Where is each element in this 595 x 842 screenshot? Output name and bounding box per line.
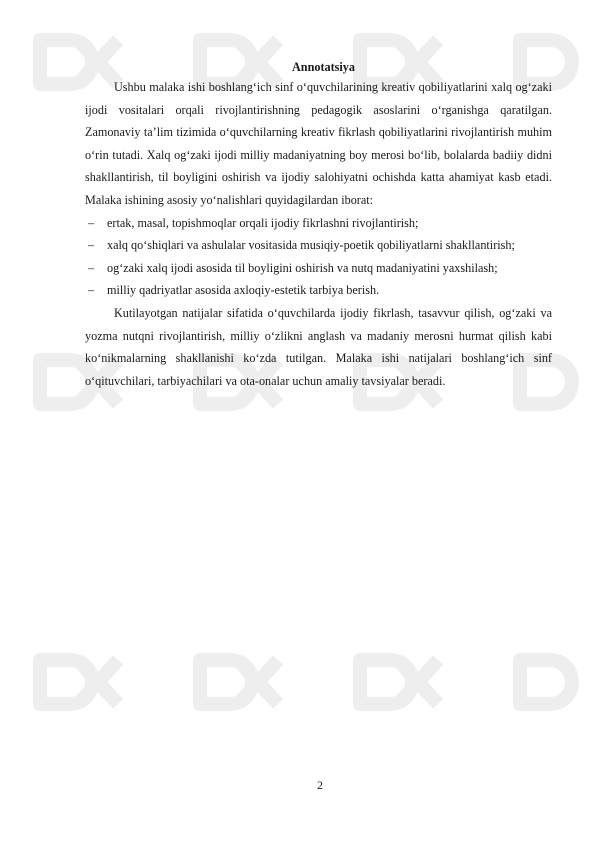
document-title: Annotatsiya (292, 60, 355, 74)
list-item-text: og‘zaki xalq ijodi asosida til boyligini oshirish va nutq madaniyatini yaxshilash; (107, 260, 498, 275)
list-item (85, 234, 552, 257)
dash-bullet: – (88, 215, 95, 230)
dash-bullet: – (88, 260, 95, 275)
document-body (85, 58, 552, 392)
list-item (85, 279, 552, 302)
page-number: 2 (317, 778, 323, 792)
list-item (85, 212, 552, 235)
list-item-text: ertak, masal, topishmoqlar orqali ijodiy fikrlashni rivojlantirish; (107, 215, 419, 230)
dash-bullet: – (88, 283, 95, 298)
list-item-text: milliy qadriyatlar asosida axloqiy-estetik tarbiya berish. (107, 283, 380, 298)
paragraph-results: Kutilayotgan natijalar sifatida o‘quvchilarda ijodiy fikrlash, tasavvur qilish, og‘zaki va yozma nutqni rivojlantirish, milliy o‘zlikni anglash va madaniy merosni hurmat qilish kabi ko‘nikmalarning shakllanishi ko‘zda tutilgan. Malaka ishi natijalari boshlang‘ich sinf o‘qituvchilari, tarbiyachilari va ota-onalar uchun amaliy tavsiyalar beradi. (85, 305, 552, 388)
dash-bullet: – (88, 238, 95, 253)
list-item-text: xalq qo‘shiqlari va ashulalar vositasida musiqiy-poetik qobiliyatlarni shakllantirish; (107, 238, 515, 253)
list-item (85, 257, 552, 280)
paragraph-intro: Ushbu malaka ishi boshlang‘ich sinf o‘quvchilarining kreativ qobiliyatlarini xalq og‘zaki ijodi vositalari orqali rivojlantirishning pedagogik asoslarini o‘rganishga qaratilgan. Zamonaviy ta’lim tizimida o‘quvchilarning kreativ fikrlash qobiliyatlarini rivojlantirish muhim o‘rin tutadi. Xalq og‘zaki ijodi milliy madaniyatning boy merosi bo‘lib, bolalarda badiiy didni shakllantirish, til boyligini oshirish va ijodiy salohiyatni ochishda katta ahamiyat kasb etadi. Malaka ishining asosiy yo‘nalishlari quyidagilardan iborat: (85, 80, 552, 207)
directions-list (85, 212, 552, 302)
